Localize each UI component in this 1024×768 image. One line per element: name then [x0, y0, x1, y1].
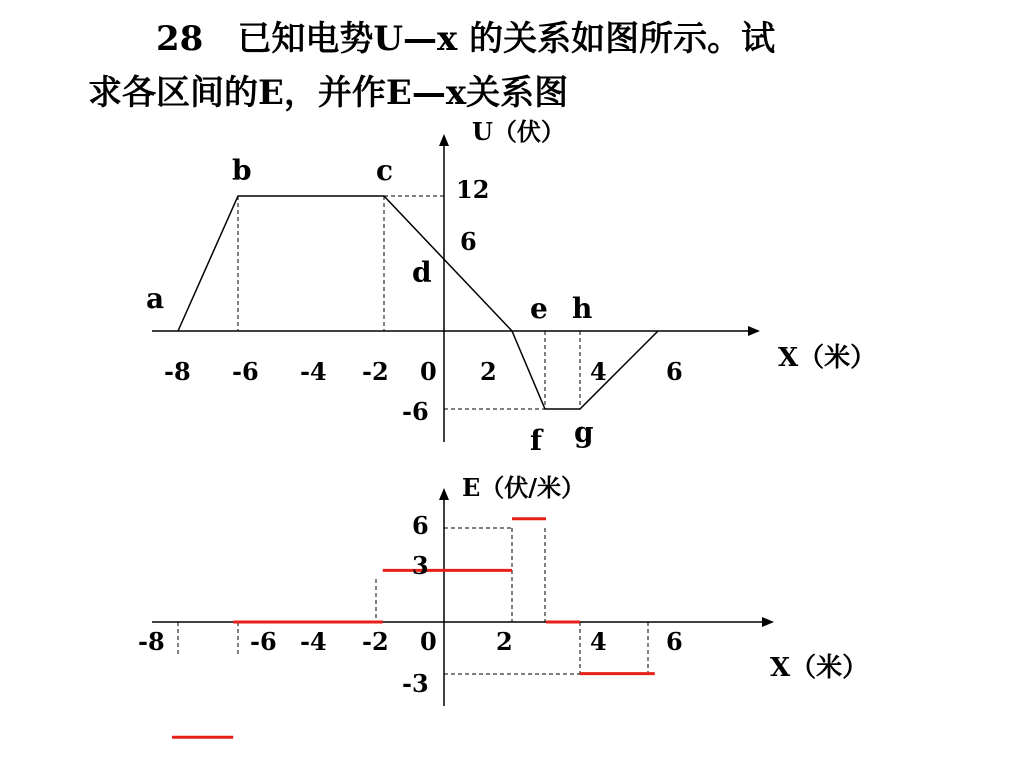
u-x-tick-0: 0 — [420, 357, 437, 386]
e-x-tick-minus2: -2 — [362, 627, 389, 656]
u-point-label-f: f — [530, 424, 543, 457]
e-x-tick-4: 4 — [590, 627, 607, 656]
u-x-tick-minus2: -2 — [362, 357, 389, 386]
e-y-axis-arrow-icon — [439, 488, 449, 500]
u-point-label-h: h — [572, 292, 593, 325]
u-x-tick-2: 2 — [480, 357, 497, 386]
e-x-tick-6: 6 — [666, 627, 683, 656]
e-x-tick-minus8: -8 — [138, 627, 165, 656]
e-y-axis-label: E（伏/米） — [462, 473, 586, 502]
u-x-tick-6: 6 — [666, 357, 683, 386]
u-point-label-d: d — [412, 256, 432, 289]
u-x-graph — [146, 117, 876, 457]
u-point-label-a: a — [146, 282, 165, 315]
u-point-label-b: b — [232, 154, 252, 187]
u-y-tick-12: 12 — [456, 175, 490, 204]
u-point-label-c: c — [376, 154, 394, 187]
e-x-graph — [138, 473, 868, 737]
e-y-tick-3: 3 — [412, 551, 429, 580]
u-x-tick-minus8: -8 — [164, 357, 191, 386]
problem-title-line-1: 28 已知电势U—x 的关系如图所示。试 — [156, 19, 776, 59]
e-x-tick-2: 2 — [496, 627, 513, 656]
u-guide-lines — [238, 196, 580, 409]
problem-title-line-2: 求各区间的E，并作E—x关系图 — [88, 73, 569, 113]
u-y-axis-arrow-icon — [439, 134, 449, 146]
u-y-axis-label: U（伏） — [472, 117, 565, 146]
e-x-tick-minus4: -4 — [300, 627, 327, 656]
e-x-axis-arrow-icon — [762, 617, 774, 627]
u-x-tick-4: 4 — [590, 357, 607, 386]
u-point-label-g: g — [574, 416, 594, 449]
u-x-axis-arrow-icon — [748, 326, 760, 336]
u-x-axis-label: X（米） — [778, 343, 877, 373]
e-y-tick-minus3: -3 — [402, 669, 429, 698]
e-x-tick-0: 0 — [420, 627, 437, 656]
u-point-label-e: e — [530, 292, 548, 325]
u-y-tick-minus6: -6 — [402, 397, 429, 426]
e-guide-lines — [178, 528, 648, 674]
e-x-axis-label: X（米） — [770, 653, 869, 683]
e-x-tick-minus6: -6 — [250, 627, 277, 656]
e-y-tick-6: 6 — [412, 511, 429, 540]
u-x-tick-minus6: -6 — [232, 357, 259, 386]
u-x-tick-minus4: -4 — [300, 357, 327, 386]
u-y-tick-6: 6 — [460, 227, 477, 256]
